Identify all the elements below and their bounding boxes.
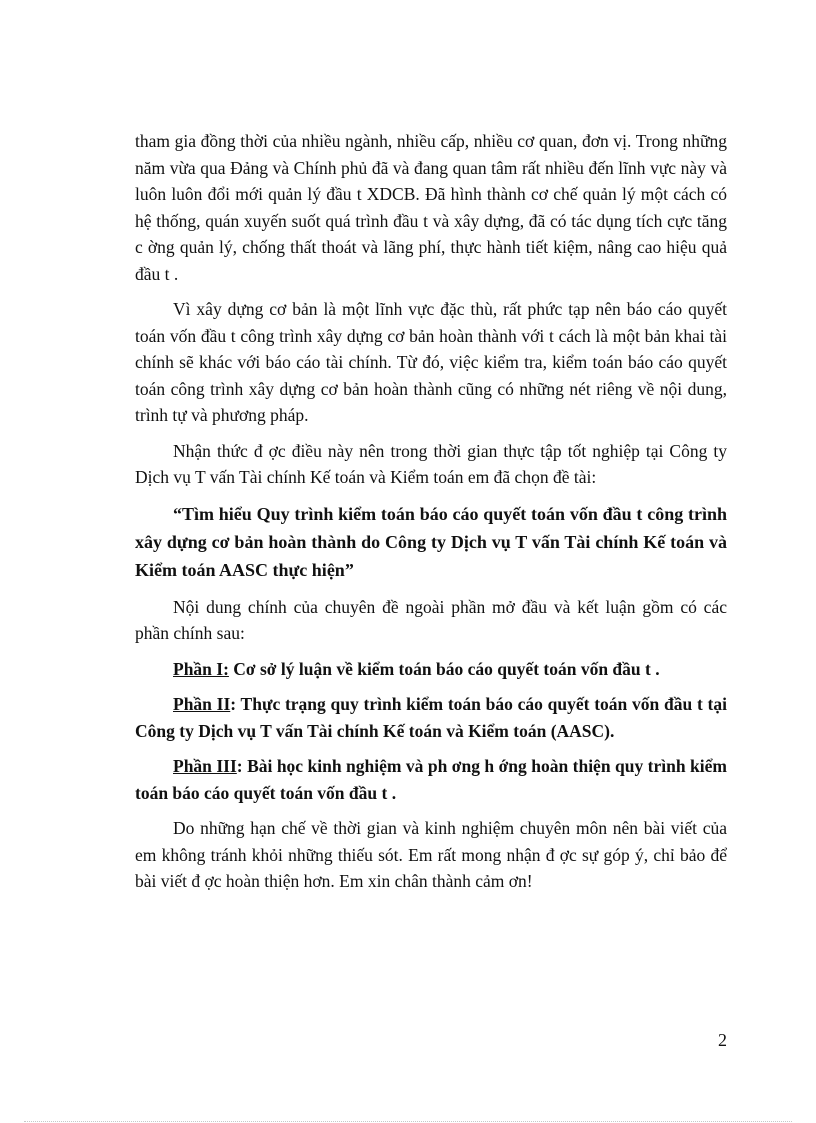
part-one-label: Phần I: bbox=[173, 658, 229, 679]
document-body bbox=[135, 128, 727, 904]
part-one bbox=[135, 656, 727, 683]
paragraph-topic-choice: Nhận thức đ ợc điều này nên trong thời gian thực tập tốt nghiệp tại Công ty Dịch vụ T vấn Tài chính Kế toán và Kiểm toán em đã chọn đề tài: bbox=[135, 440, 727, 487]
page-bottom-divider bbox=[24, 1121, 792, 1122]
part-three-text: : Bài học kinh nghiệm và ph ơng h ớng hoàn thiện quy trình kiểm toán báo cáo quyết toán vốn đầu t . bbox=[135, 756, 727, 803]
part-three-label: Phần III bbox=[173, 756, 237, 776]
part-two-text: : Thực trạng quy trình kiểm toán báo cáo quyết toán vốn đầu t tại Công ty Dịch vụ T vấn Tài chính Kế toán và Kiểm toán (AASC). bbox=[135, 694, 727, 741]
part-three bbox=[135, 753, 727, 806]
part-one-text: Cơ sở lý luận về kiểm toán báo cáo quyết toán vốn đầu t . bbox=[228, 658, 660, 679]
paragraph-closing: Do những hạn chế về thời gian và kinh nghiệm chuyên môn nên bài viết của em không tránh khỏi những thiếu sót. Em rất mong nhận đ ợc sự góp ý, chỉ bảo để bài viết đ ợc hoàn thiện hơn. Em xin chân thành cảm ơn! bbox=[135, 818, 727, 891]
paragraph-structure: Nội dung chính của chuyên đề ngoài phần mở đầu và kết luận gồm có các phần chính sau: bbox=[135, 596, 727, 643]
paragraph-intro: tham gia đồng thời của nhiều ngành, nhiều cấp, nhiều cơ quan, đơn vị. Trong những năm vừa qua Đảng và Chính phủ đã và đang quan tâm rất nhiều đến lĩnh vực này và luôn luôn đổi mới quản lý đầu t XDCB. Đã hình thành cơ chế quản lý một cách có hệ thống, quán xuyến suốt quá trình đầu t và xây dựng, đã có tác dụng tích cực tăng c ờng quản lý, chống thất thoát và lãng phí, thực hành tiết kiệm, nâng cao hiệu quả đầu t . bbox=[135, 131, 727, 284]
paragraph-context: Vì xây dựng cơ bản là một lĩnh vực đặc thù, rất phức tạp nên báo cáo quyết toán vốn đầu t công trình xây dựng cơ bản hoàn thành với t cách là một bản khai tài chính sẽ khác với báo cáo tài chính. Từ đó, việc kiểm tra, kiểm toán báo cáo quyết toán công trình xây dựng cơ bản hoàn thành cũng có những nét riêng về nội dung, trình tự và phương pháp. bbox=[135, 299, 727, 425]
thesis-title: “Tìm hiểu Quy trình kiểm toán báo cáo quyết toán vốn đầu t công trình xây dựng cơ bản hoàn thành do Công ty Dịch vụ T vấn Tài chính Kế toán và Kiểm toán AASC thực hiện” bbox=[135, 503, 727, 580]
part-two bbox=[135, 691, 727, 744]
part-two-label: Phần II bbox=[173, 694, 231, 714]
page-number: 2 bbox=[718, 1030, 727, 1050]
